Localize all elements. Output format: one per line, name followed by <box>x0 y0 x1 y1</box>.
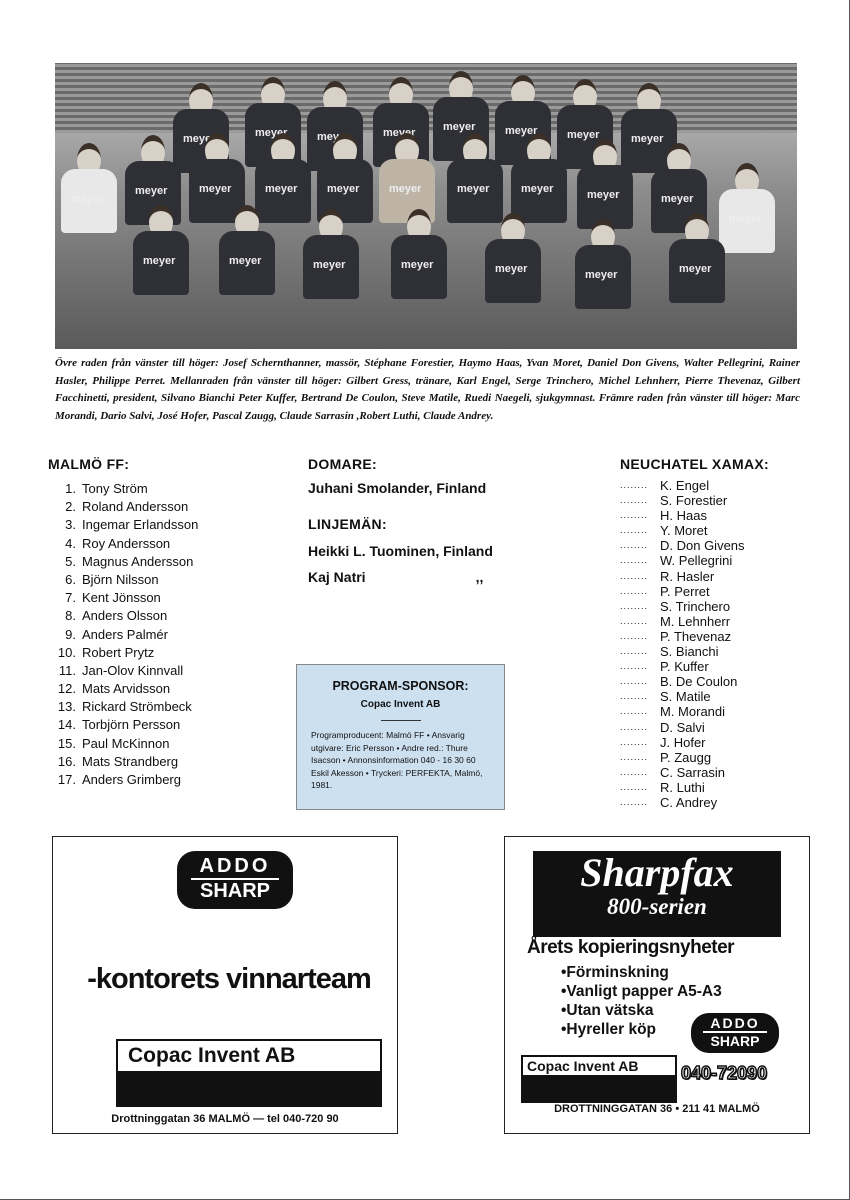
player-name: P. Perret <box>660 583 710 599</box>
malmo-player <box>48 680 198 698</box>
leader-dots: ........ <box>620 766 649 777</box>
player-name: Magnus Andersson <box>82 553 194 569</box>
player-name: Kent Jönsson <box>82 590 161 606</box>
leader-dots: ........ <box>620 600 649 611</box>
player-name: D. Don Givens <box>660 538 745 554</box>
player-name: Paul McKinnon <box>82 735 170 751</box>
xamax-player <box>620 720 769 735</box>
phone-number: 040-72090 <box>681 1063 768 1083</box>
leader-dots: ........ <box>620 676 649 687</box>
leader-dots: ........ <box>620 630 649 641</box>
malmo-player <box>48 480 198 498</box>
player-name: W. Pellegrini <box>660 553 733 569</box>
xamax-player <box>620 614 769 629</box>
linesman-1: Heikki L. Tuominen, Finland <box>308 543 493 559</box>
player-figure <box>669 213 725 303</box>
player-figure <box>447 133 503 223</box>
player-number: 4. <box>65 535 76 551</box>
leader-dots: ........ <box>620 570 649 581</box>
copac-name: Copac Invent AB <box>527 1058 639 1074</box>
malmo-player <box>48 589 198 607</box>
sharpfax-series: 800-serien <box>607 894 707 919</box>
leader-dots: ........ <box>620 781 649 792</box>
leader-dots: ........ <box>620 796 649 807</box>
player-name: Mats Strandberg <box>82 753 179 769</box>
linjeman-title: LINJEMÄN: <box>308 516 387 532</box>
copac-name: Copac Invent AB <box>128 1044 296 1067</box>
xamax-player-list <box>620 478 769 810</box>
player-name: H. Haas <box>660 508 707 524</box>
player-name: Roland Andersson <box>82 499 189 515</box>
xamax-title: NEUCHATEL XAMAX: <box>620 456 769 472</box>
player-name: D. Salvi <box>660 719 705 735</box>
xamax-player <box>620 538 769 553</box>
xamax-lineup <box>620 456 769 810</box>
addo-sharp-logo <box>691 1013 779 1053</box>
player-figure <box>485 213 541 303</box>
player-figure <box>719 163 775 253</box>
malmo-player <box>48 644 198 662</box>
copac-logo <box>521 1055 677 1103</box>
xamax-player <box>620 478 769 493</box>
sponsor-title: PROGRAM-SPONSOR: <box>332 679 469 693</box>
malmo-player <box>48 771 198 789</box>
xamax-player <box>620 689 769 704</box>
player-name: P. Thevenaz <box>660 628 732 644</box>
leader-dots: ........ <box>620 525 649 536</box>
leader-dots: ........ <box>620 721 649 732</box>
player-name: P. Zaugg <box>660 749 712 765</box>
player-number: 16. <box>57 753 76 769</box>
player-name: Robert Prytz <box>82 644 155 660</box>
malmo-player <box>48 698 198 716</box>
xamax-player <box>620 795 769 810</box>
malmo-player <box>48 498 198 516</box>
player-figure <box>391 209 447 299</box>
copac-bar <box>523 1075 675 1101</box>
copac-logo <box>116 1039 382 1107</box>
player-number: 17. <box>57 772 76 787</box>
team-photo <box>55 63 797 349</box>
player-figure <box>61 143 117 233</box>
leader-dots: ........ <box>620 555 649 566</box>
leader-dots: ........ <box>620 661 649 672</box>
player-name: C. Sarrasin <box>660 764 726 780</box>
malmo-ff-lineup <box>48 456 198 789</box>
domare-title: DOMARE: <box>308 456 377 472</box>
malmo-player <box>48 735 198 753</box>
xamax-player <box>620 765 769 780</box>
player-number: 14. <box>57 717 76 733</box>
xamax-player <box>620 644 769 659</box>
xamax-player <box>620 674 769 689</box>
leader-dots: ........ <box>620 691 649 702</box>
sponsor-credits: Programproducent: Malmö FF • Ansvarig utgivare: Eric Persson • Andre red.: Thure Isacson • Annonsinformation 040 - 16 30 60 Eskil Akesson • Tryckeri: PERFEKTA, Malmö, 1981. <box>311 730 483 791</box>
malmo-player <box>48 626 198 644</box>
malmo-player <box>48 607 198 625</box>
player-figure <box>303 209 359 299</box>
xamax-player <box>620 584 769 599</box>
player-name: Tony Ström <box>82 481 148 496</box>
sponsor-name: Copac Invent AB <box>360 699 441 710</box>
leader-dots: ........ <box>620 510 649 521</box>
player-number: 15. <box>57 735 76 751</box>
xamax-player <box>620 735 769 750</box>
malmo-title: MALMÖ FF: <box>48 456 130 472</box>
leader-dots: ........ <box>620 540 649 551</box>
player-name: Anders Olsson <box>82 608 168 624</box>
player-name: B. De Coulon <box>660 674 738 690</box>
malmo-player <box>48 753 198 771</box>
feature-item: •Vanligt papper A5-A3 <box>561 983 722 1000</box>
sponsor-divider <box>381 720 421 721</box>
xamax-player <box>620 553 769 568</box>
malmo-player <box>48 571 198 589</box>
feature-item: •Utan vätska <box>561 1002 654 1019</box>
leader-dots: ........ <box>620 615 649 626</box>
player-name: R. Luthi <box>660 779 705 795</box>
addo-sharp-logo <box>177 851 293 909</box>
xamax-player <box>620 704 769 719</box>
player-number: 6. <box>65 571 76 587</box>
leader-dots: ........ <box>620 706 649 717</box>
player-name: J. Hofer <box>660 734 706 750</box>
player-name: P. Kuffer <box>660 659 709 675</box>
player-name: S. Bianchi <box>660 644 719 660</box>
ad-slogan: -kontorets vinnarteam <box>87 963 371 995</box>
player-name: Roy Andersson <box>82 535 171 551</box>
player-number: 13. <box>57 699 76 715</box>
player-number: 2. <box>65 499 76 515</box>
player-name: M. Morandi <box>660 704 726 720</box>
xamax-player <box>620 780 769 795</box>
sharp-logo-text: SHARP <box>710 1033 760 1049</box>
player-number: 7. <box>65 590 76 606</box>
malmo-player <box>48 535 198 553</box>
player-name: Rickard Strömbeck <box>82 699 192 715</box>
xamax-player <box>620 599 769 614</box>
player-name: S. Matile <box>660 689 711 705</box>
xamax-player <box>620 508 769 523</box>
player-number: 5. <box>65 553 76 569</box>
leader-dots: ........ <box>620 480 649 490</box>
player-name: Mats Arvidsson <box>82 681 171 697</box>
feature-item: •Hyreller köp <box>561 1021 657 1038</box>
leader-dots: ........ <box>620 646 649 657</box>
player-figure <box>511 133 567 223</box>
program-sponsor-box <box>296 664 505 810</box>
malmo-player <box>48 662 198 680</box>
referee-name: Juhani Smolander, Finland <box>308 480 487 496</box>
xamax-player <box>620 493 769 508</box>
xamax-player <box>620 659 769 674</box>
linesman-2: Kaj Natri <box>308 569 366 585</box>
player-number: 9. <box>65 626 76 642</box>
player-number: 12. <box>57 681 76 697</box>
player-name: Jan-Olov Kinnvall <box>82 662 184 678</box>
xamax-player <box>620 523 769 538</box>
malmo-player <box>48 553 198 571</box>
ad-address: DROTTNINGGATAN 36 • 211 41 MALMÖ <box>554 1103 760 1115</box>
player-name: C. Andrey <box>660 794 718 810</box>
player-number: 8. <box>65 608 76 624</box>
photo-caption: Övre raden från vänster till höger: Josef Schernthanner, massör, Stéphane Forestier, Haymo Haas, Yvan Moret, Daniel Don Givens, Walter Pellegrini, Rainer Hasler, Philippe Perret. Mellanraden från vänster till höger: Gilbert Gress, tränare, Karl Engel, Serge Trinchero, Michel Lehnherr, Pierre Thevenaz, Gilbert Facchinetti, president, Silvano Bianchi Peter Kuffer, Bertrand De Coulon, Steve Matile, Ruedi Naegeli, sjukgymnast. Främre raden från vänster till höger: Marc Morandi, Dario Salvi, José Hofer, Pascal Zaugg, Claude Sarrasin ,Robert Luthi, Claude Andrey. <box>55 357 800 422</box>
player-figure <box>577 139 633 229</box>
player-figure <box>133 205 189 295</box>
player-name: Anders Grimberg <box>82 772 181 787</box>
sharpfax-brand: Sharpfax <box>580 850 734 895</box>
player-number: 3. <box>65 517 76 533</box>
player-name: Y. Moret <box>660 523 708 539</box>
sharpfax-ad <box>504 836 810 1134</box>
player-name: M. Lehnherr <box>660 613 731 629</box>
addo-logo-text: ADDO <box>703 1015 767 1033</box>
ditto-mark: ,, <box>475 569 484 585</box>
player-figure <box>219 205 275 295</box>
malmo-player <box>48 716 198 734</box>
player-number: 1. <box>65 481 76 496</box>
leader-dots: ........ <box>620 736 649 747</box>
player-name: K. Engel <box>660 478 710 493</box>
linesman-2-row <box>308 564 493 590</box>
officials <box>308 456 493 590</box>
player-figure <box>575 219 631 309</box>
xamax-player <box>620 750 769 765</box>
player-number: 10. <box>57 644 76 660</box>
player-name: S. Forestier <box>660 493 728 509</box>
copac-bar <box>118 1071 380 1105</box>
leader-dots: ........ <box>620 495 649 506</box>
feature-item: •Förminskning <box>561 964 669 981</box>
addo-logo-text: ADDO <box>191 855 279 880</box>
player-name: R. Hasler <box>660 568 715 584</box>
sharp-logo-text: SHARP <box>199 880 270 902</box>
player-name: Ingemar Erlandsson <box>82 517 199 533</box>
malmo-player-list <box>48 480 198 789</box>
ad-address: Drottninggatan 36 MALMÖ — tel 040-720 90 <box>111 1113 339 1125</box>
player-name: Torbjörn Persson <box>82 717 181 733</box>
sharpfax-banner <box>533 851 781 937</box>
sharpfax-headline: Årets kopieringsnyheter <box>527 937 735 958</box>
player-name: Anders Palmér <box>82 626 168 642</box>
leader-dots: ........ <box>620 585 649 596</box>
leader-dots: ........ <box>620 751 649 762</box>
player-name: S. Trinchero <box>660 598 731 614</box>
player-name: Björn Nilsson <box>82 571 159 587</box>
xamax-player <box>620 569 769 584</box>
malmo-player <box>48 516 198 534</box>
player-number: 11. <box>58 662 76 678</box>
xamax-player <box>620 629 769 644</box>
addo-sharp-ad <box>52 836 398 1134</box>
